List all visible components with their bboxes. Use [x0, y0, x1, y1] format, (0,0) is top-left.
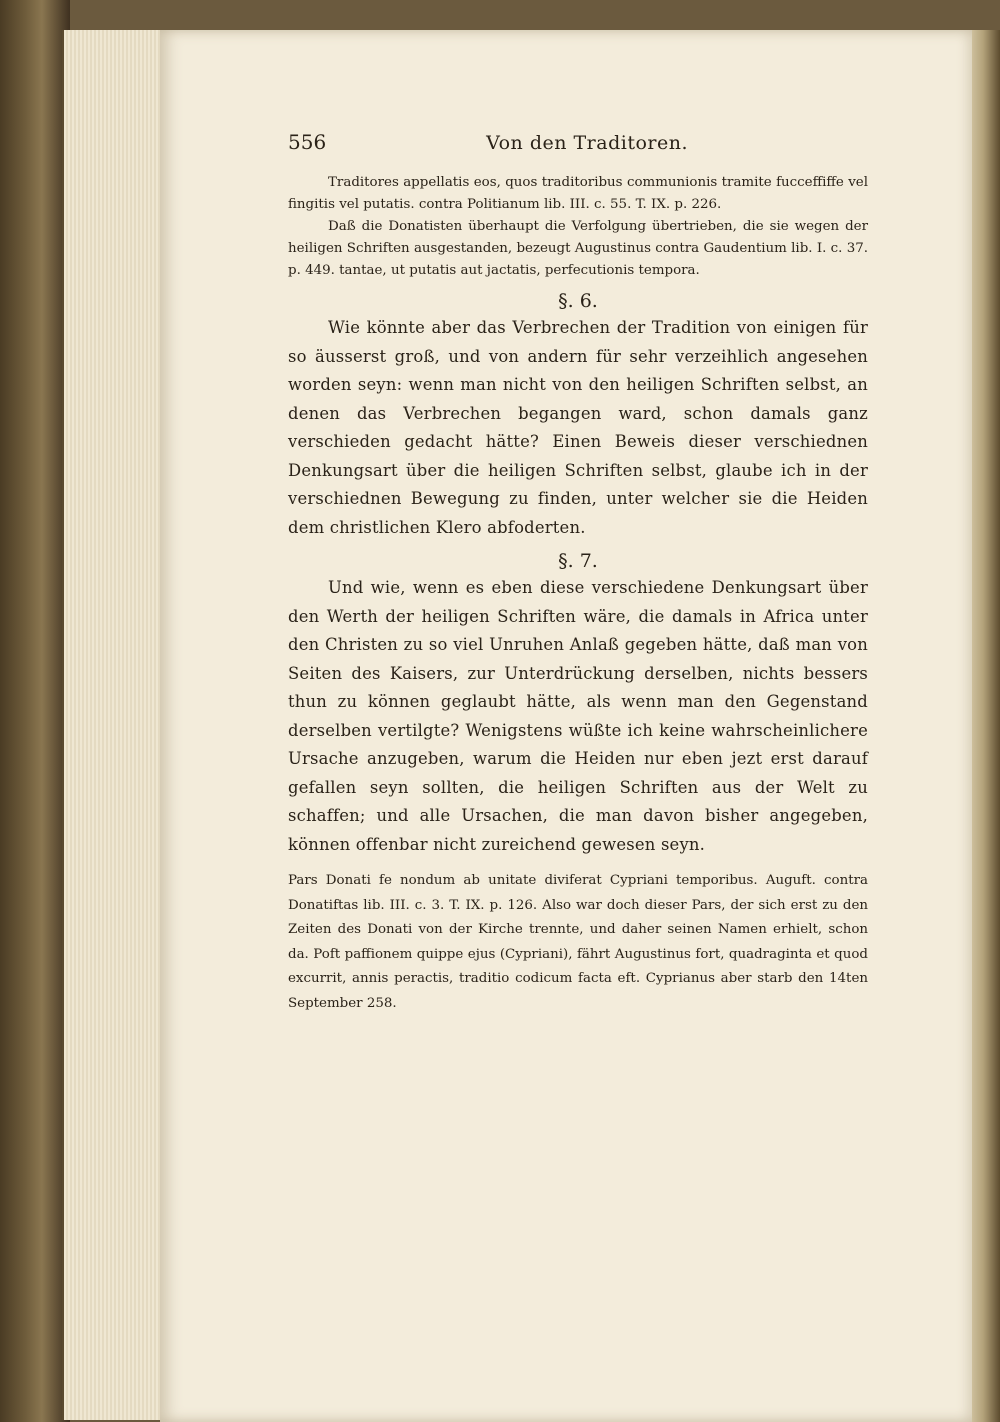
- page-stack-edge: [62, 30, 164, 1420]
- section-text-6: Wie könnte aber das Verbrechen der Tradition von einigen für so äusserst groß, und von andern für sehr verzeihlich angesehen worden seyn: wenn man nicht von den heiligen Schriften selbst, an denen das Verbrechen begangen ward, schon damals ganz verschieden gedacht hätte? Einen Beweis dieser verschiednen Denkungsart über die heiligen Schriften selbst, glaube ich in der verschiednen Bewegung zu finden, unter welcher sie die Heiden dem christlichen Klero abfoderten.: [288, 318, 868, 537]
- running-head: [288, 130, 688, 154]
- running-title: Von den Traditoren.: [486, 132, 688, 154]
- book-page: [160, 30, 972, 1422]
- section-heading-7: §. 7.: [558, 550, 598, 572]
- top-note-2: Daß die Donatisten überhaupt die Verfolgung übertrieben, die sie wegen der heiligen Schriften ausgestanden, bezeugt Augustinus contra Gaudentium lib. I. c. 37. p. 449. tantae, ut putatis aut jactatis, perfecutionis tempora.: [288, 219, 868, 278]
- facing-page-edge: [972, 30, 1000, 1422]
- top-note-1: Traditores appellatis eos, quos traditoribus communionis tramite fucceffiffe vel fingitis vel putatis. contra Politianum lib. III. c. 55. T. IX. p. 226.: [288, 175, 868, 212]
- footnote: Pars Donati fe nondum ab unitate diviferat Cypriani temporibus. Auguft. contra Donatiftas lib. III. c. 3. T. IX. p. 126. Also war doch dieser Pars, der sich erst zu den Zeiten des Donati von der Kirche trennte, und daher seinen Namen erhielt, schon da. Poft paffionem quippe ejus (Cypriani), fährt Augustinus fort, quadraginta et quod excurrit, annis peractis, traditio codicum facta eft. Cyprianus aber starb den 14ten September 258.: [288, 873, 868, 1011]
- top-notes: [288, 172, 868, 282]
- section-text-7: Und wie, wenn es eben diese verschiedene Denkungsart über den Werth der heiligen Schriften wäre, die damals in Africa unter den Christen zu so viel Unruhen Anlaß gegeben hätte, daß man von Seiten des Kaisers, zur Unterdrückung derselben, nichts bessers thun zu können geglaubt hätte, als wenn man den Gegenstand derselben vertilgte? Wenigstens wüßte ich keine wahrscheinlichere Ursache anzugeben, warum die Heiden nur eben jezt erst darauf gefallen seyn sollten, die heiligen Schriften aus der Welt zu schaffen; und alle Ursachen, die man davon bisher angegeben, können offenbar nicht zureichend gewesen seyn.: [288, 578, 868, 854]
- section-heading-6: §. 6.: [558, 290, 598, 312]
- page-number: 556: [288, 130, 327, 154]
- book-spine-edge: [0, 0, 70, 1422]
- page-content: [288, 130, 868, 1017]
